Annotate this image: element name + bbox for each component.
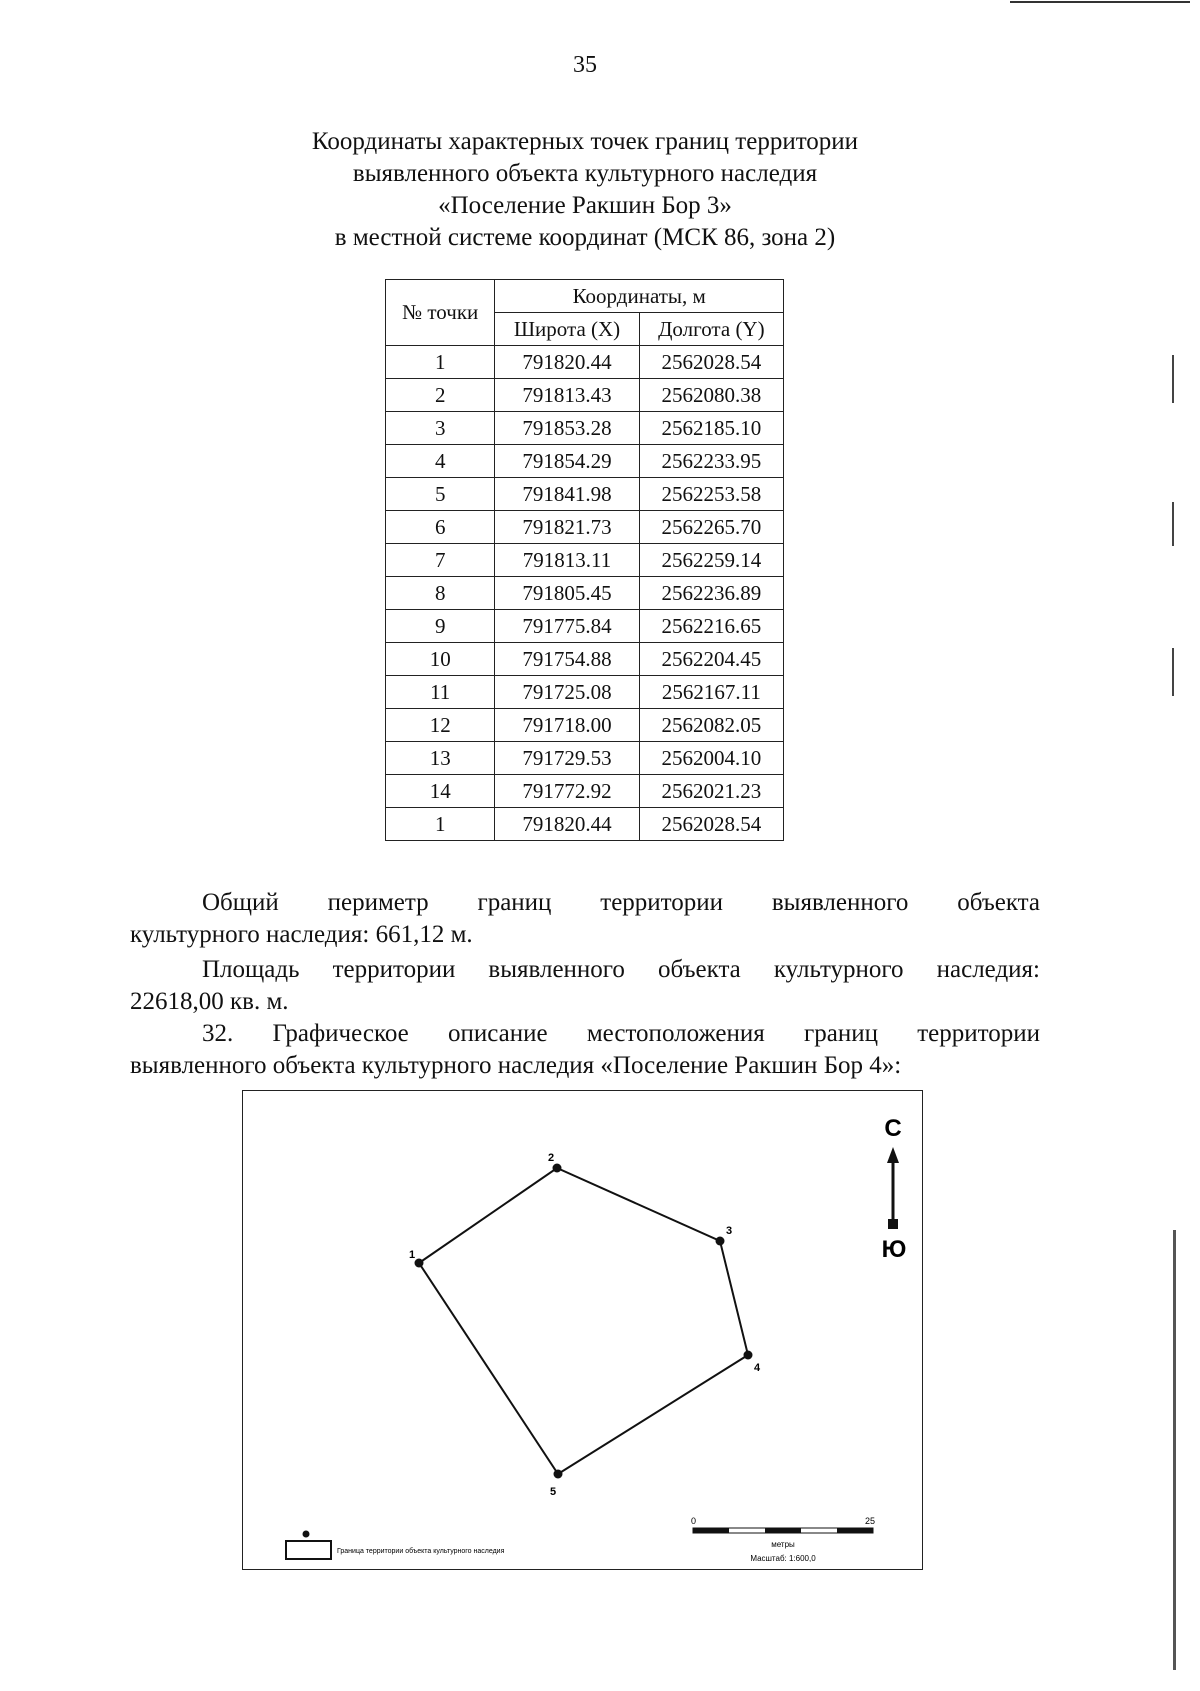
point-label-4: 4 [754,1362,761,1374]
table-row [386,808,784,841]
point-label-1: 1 [409,1249,416,1261]
table-row [386,709,784,742]
boundary-map-canvas [243,1091,922,1569]
boundary-polygon [419,1168,748,1474]
cell-y: 2562259.14 [639,544,783,577]
header-point-number: № точки [386,280,495,346]
header-x: Широта (X) [495,313,639,346]
cell-x: 791841.98 [495,478,639,511]
boundary-point-2 [553,1164,562,1173]
north-arrow-base [888,1219,898,1229]
cell-x: 791820.44 [495,346,639,379]
cell-y: 2562080.38 [639,379,783,412]
cell-point-number: 5 [386,478,495,511]
cell-y: 2562233.95 [639,445,783,478]
cell-point-number: 14 [386,775,495,808]
cell-point-number: 8 [386,577,495,610]
scan-artifact [1010,1,1190,3]
perimeter-paragraph [130,887,1040,951]
scale-start-label: 0 [691,1516,697,1526]
table-row [386,742,784,775]
cell-y: 2562185.10 [639,412,783,445]
cell-point-number: 2 [386,379,495,412]
map-legend [286,1531,505,1560]
point-label-5: 5 [550,1486,557,1498]
header-coordinates: Координаты, м [495,280,784,313]
boundary-point-1 [415,1259,424,1268]
cell-point-number: 3 [386,412,495,445]
paragraph-line: 22618,00 кв. м. [130,988,289,1015]
table-row [386,445,784,478]
scale-bar [691,1516,875,1563]
cell-y: 2562021.23 [639,775,783,808]
cell-y: 2562204.45 [639,643,783,676]
title-line: выявленного объекта культурного наследия [352,160,818,187]
paragraph-line: выявленного объекта культурного наследия «Поселение Ракшин Бор 4»: [130,1052,902,1079]
table-row [386,511,784,544]
table-row [386,577,784,610]
cell-point-number: 11 [386,676,495,709]
scale-units-label: метры [771,1540,795,1549]
cell-point-number: 4 [386,445,495,478]
boundary-point-4 [744,1351,753,1360]
table-row [386,610,784,643]
title-line: «Поселение Ракшин Бор 3» [438,192,732,219]
cell-y: 2562167.11 [639,676,783,709]
cell-x: 791820.44 [495,808,639,841]
scale-ratio-label: Масштаб: 1:600,0 [750,1554,816,1563]
table-row [386,775,784,808]
title-line: в местной системе координат (МСК 86, зона 2) [334,224,836,251]
cell-point-number: 10 [386,643,495,676]
cell-point-number: 9 [386,610,495,643]
cell-x: 791813.43 [495,379,639,412]
north-label: С [884,1115,902,1142]
boundary-point-5 [554,1470,563,1479]
section-heading-paragraph [130,1018,1040,1082]
cell-x: 791718.00 [495,709,639,742]
coordinates-table [385,279,784,841]
cell-y: 2562028.54 [639,808,783,841]
boundary-point-3 [716,1237,725,1246]
page-number: 35 [573,52,597,78]
cell-x: 791725.08 [495,676,639,709]
paragraph-line: Общий периметр границ территории выявленного объекта [202,889,1040,916]
title-line: Координаты характерных точек границ территории [311,128,859,155]
legend-boundary-symbol [286,1541,331,1559]
cell-y: 2562082.05 [639,709,783,742]
cell-x: 791729.53 [495,742,639,775]
south-label: Ю [881,1236,907,1263]
cell-point-number: 1 [386,808,495,841]
scale-bar-segment [693,1528,729,1533]
cell-x: 791821.73 [495,511,639,544]
scale-bar-segment [837,1528,873,1533]
cell-y: 2562028.54 [639,346,783,379]
legend-point-symbol [303,1531,310,1538]
cell-x: 791805.45 [495,577,639,610]
legend-label: Граница территории объекта культурного наследия [337,1548,505,1555]
paragraph-line: 32. Графическое описание местоположения границ территории [202,1020,1040,1047]
cell-x: 791754.88 [495,643,639,676]
table-title [0,126,1170,254]
scan-artifact [1172,502,1174,546]
cell-x: 791854.29 [495,445,639,478]
table-row [386,643,784,676]
scan-artifact [1172,355,1174,403]
north-arrow [882,1115,907,1263]
boundary-map [242,1090,923,1570]
scale-end-label: 25 [865,1516,876,1526]
cell-point-number: 7 [386,544,495,577]
table-row [386,478,784,511]
paragraph-line: Площадь территории выявленного объекта культурного наследия: [202,956,1040,983]
point-label-3: 3 [726,1225,733,1237]
cell-x: 791775.84 [495,610,639,643]
cell-y: 2562236.89 [639,577,783,610]
cell-y: 2562265.70 [639,511,783,544]
cell-x: 791853.28 [495,412,639,445]
coordinates-table-body [386,346,784,841]
scale-bar-segment [765,1528,801,1533]
cell-point-number: 6 [386,511,495,544]
table-row [386,346,784,379]
scan-artifact [1173,1230,1176,1670]
cell-y: 2562216.65 [639,610,783,643]
area-paragraph [130,954,1040,1018]
cell-point-number: 1 [386,346,495,379]
cell-y: 2562253.58 [639,478,783,511]
cell-point-number: 12 [386,709,495,742]
table-row [386,379,784,412]
cell-x: 791772.92 [495,775,639,808]
header-y: Долгота (Y) [639,313,783,346]
point-label-2: 2 [548,1152,555,1164]
scan-artifact [1172,648,1174,696]
cell-point-number: 13 [386,742,495,775]
cell-y: 2562004.10 [639,742,783,775]
paragraph-line: культурного наследия: 661,12 м. [130,921,473,948]
cell-x: 791813.11 [495,544,639,577]
table-row [386,544,784,577]
table-row [386,412,784,445]
north-arrow-head [887,1147,899,1163]
table-row [386,676,784,709]
